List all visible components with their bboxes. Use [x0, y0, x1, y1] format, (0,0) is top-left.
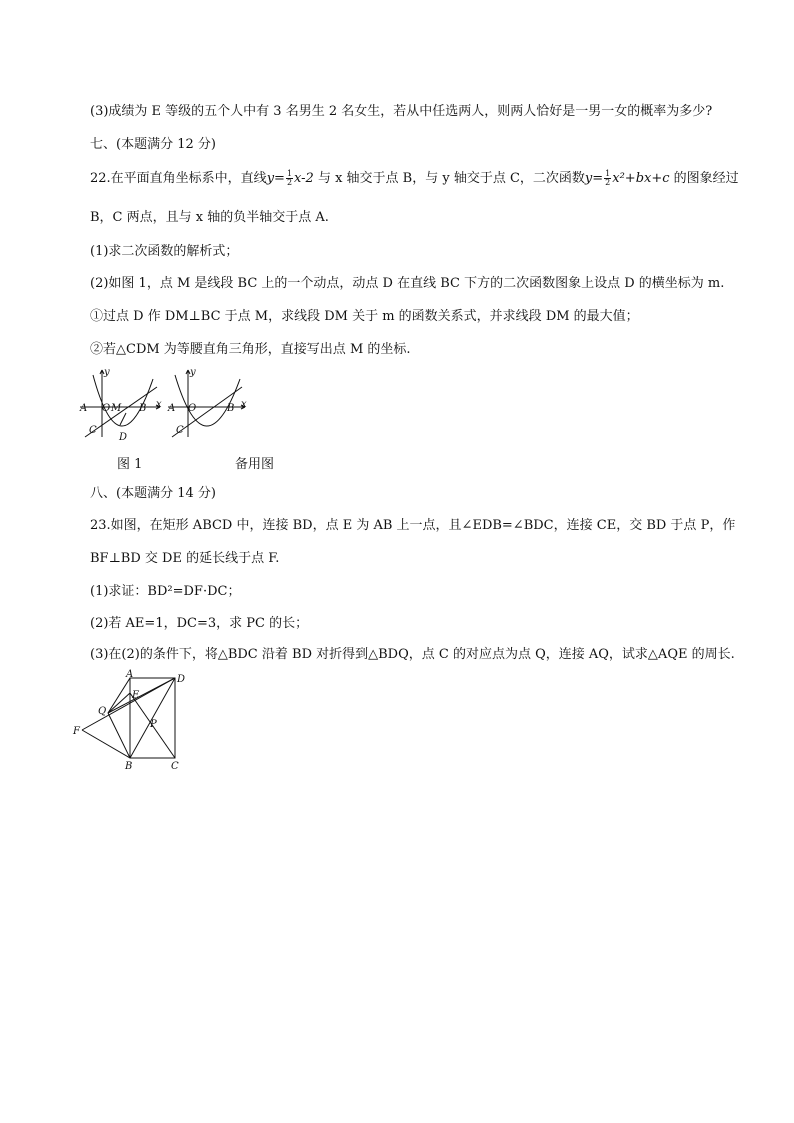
- fig2-label-A: A: [168, 403, 176, 414]
- line-eq-rest: x-2: [294, 171, 314, 186]
- fig1-label-A: A: [80, 403, 88, 414]
- fraction-half-1: $\frac{1}{2}$: [286, 169, 293, 187]
- fig23-label-Q: Q: [98, 706, 107, 717]
- q23-part2: (2)若 AE=1，DC=3，求 PC 的长；: [90, 616, 309, 631]
- q22-intro-a: 22.在平面直角坐标系中，直线: [90, 171, 267, 186]
- q22-part1: (1)求二次函数的解析式；: [90, 244, 239, 259]
- q23-line2: BF⊥BD 交 DE 的延长线于点 F.: [90, 551, 280, 566]
- fig23-label-C: C: [171, 761, 179, 772]
- q22-part2a: ①过点 D 作 DM⊥BC 于点 M，求线段 DM 关于 m 的函数关系式，并求线段 DM 的最大值；: [90, 309, 639, 324]
- quad-rest: x²+bx+c: [612, 171, 670, 186]
- q23-figure: [70, 668, 200, 776]
- q21-part3: (3)成绩为 E 等级的五个人中有 3 名男生 2 名女生，若从中任选两人，则两人恰好是一男一女的概率为多少?: [90, 104, 713, 119]
- q23-part3: (3)在(2)的条件下，将△BDC 沿着 BD 对折得到△BDQ，点 C 的对应点为点 Q，连接 AQ，试求△AQE 的周长.: [90, 647, 735, 662]
- fig1-segment-dm: [120, 413, 126, 425]
- fig23-label-D: D: [177, 674, 186, 685]
- fig1-label-y: y: [104, 367, 110, 378]
- figure-2-caption: 备用图: [235, 457, 275, 472]
- fig1-label-D: D: [119, 432, 128, 443]
- q23-line1: 23.如图，在矩形 ABCD 中，连接 BD，点 E 为 AB 上一点，且∠EDB=∠BDC，连接 CE，交 BD 于点 P，作: [90, 518, 736, 533]
- fig1-label-M: M: [111, 403, 122, 414]
- figure-1-caption: 图 1: [117, 457, 143, 472]
- q22-intro-b: 与 x 轴交于点 B，与 y 轴交于点 C，二次函数: [313, 171, 585, 186]
- fig23-label-E: E: [132, 690, 140, 701]
- fig2-label-C: C: [176, 425, 184, 436]
- fraction-half-2: $\frac{1}{2}$: [605, 169, 611, 187]
- fig1-label-B: B: [139, 403, 147, 414]
- q22-part2: (2)如图 1，点 M 是线段 BC 上的一个动点，动点 D 在直线 BC 下方的二次函数图象上设点 D 的横坐标为 m.: [90, 276, 725, 291]
- line-eq-y: y=: [266, 171, 285, 186]
- fig1-label-x: x: [156, 399, 162, 410]
- fig2-label-x: x: [241, 399, 247, 410]
- fig2-parabola: [175, 375, 240, 426]
- q22-intro-c: 的图象经过: [669, 171, 739, 186]
- q22-figures: [75, 365, 275, 445]
- q22-intro: [90, 170, 739, 188]
- fig2-label-y: y: [190, 367, 196, 378]
- section-8-header: 八、(本题满分 14 分): [90, 486, 216, 501]
- q22-line2: B，C 两点，且与 x 轴的负半轴交于点 A.: [90, 210, 329, 225]
- q23-part1: (1)求证：BD²=DF·DC；: [90, 584, 241, 599]
- fig23-label-P: P: [150, 719, 157, 730]
- fig1-label-O: O: [102, 403, 111, 414]
- fig23-label-A: A: [126, 669, 134, 680]
- fig23-label-F: F: [73, 726, 80, 737]
- fig2-label-B: B: [227, 403, 235, 414]
- fig23-label-B: B: [125, 761, 133, 772]
- fig1-label-C: C: [89, 425, 97, 436]
- section-7-header: 七、(本题满分 12 分): [90, 137, 216, 152]
- quad-y: y=: [584, 171, 604, 186]
- q22-part2b: ②若△CDM 为等腰直角三角形，直接写出点 M 的坐标.: [90, 342, 411, 357]
- fig2-label-O: O: [188, 403, 197, 414]
